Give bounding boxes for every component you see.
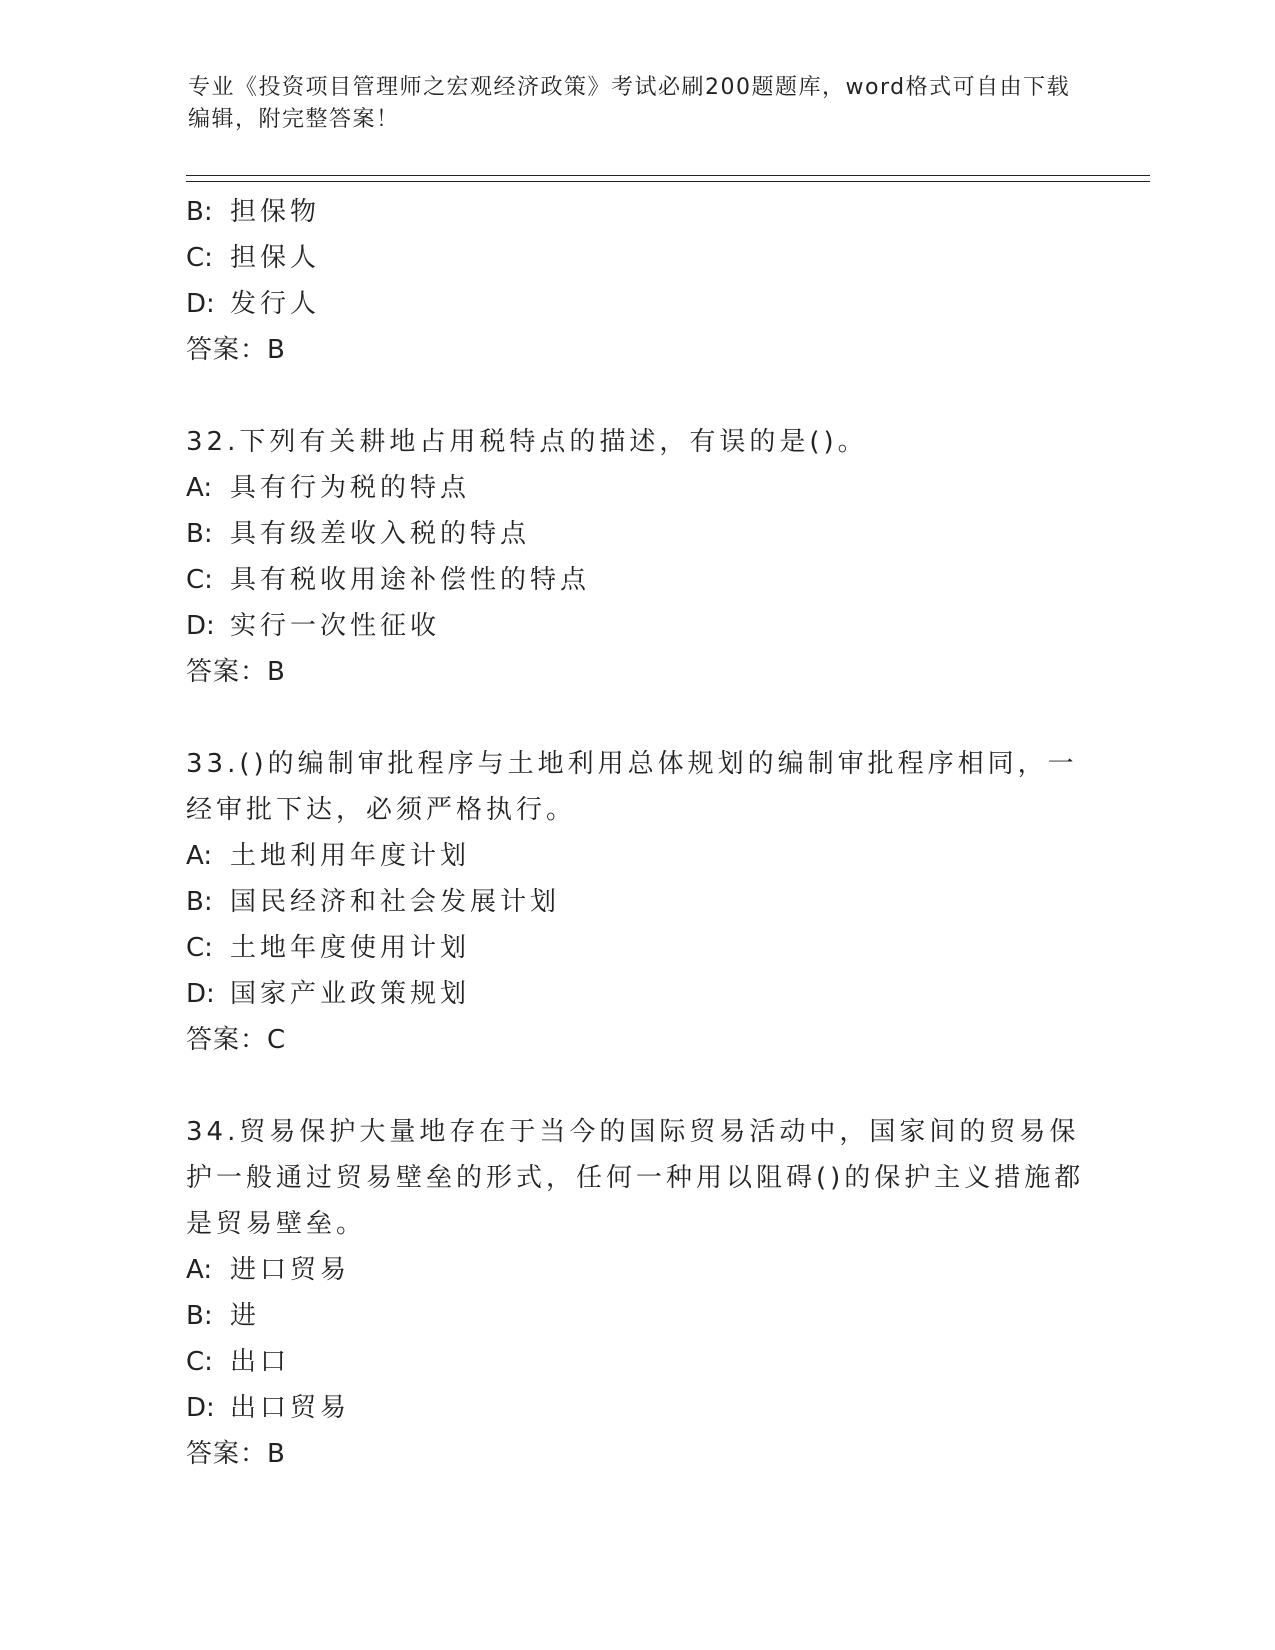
question-stem: 33.()的编制审批程序与土地利用总体规划的编制审批程序相同，一经审批下达，必须严格执行。 [186, 749, 1078, 825]
option-c: C: 具有税收用途补偿性的特点 [186, 565, 591, 595]
option-a: A: 进口贸易 [186, 1255, 351, 1285]
question-stem: 34.贸易保护大量地存在于当今的国际贸易活动中，国家间的贸易保护一般通过贸易壁垒的形式，任何一种用以阻碍()的保护主义措施都是贸易壁垒。 [186, 1117, 1085, 1239]
answer-line: 答案：B [186, 657, 286, 687]
answer-line: 答案：B [186, 1439, 286, 1469]
option-d: D: 发行人 [186, 289, 321, 319]
option-a: A: 具有行为税的特点 [186, 473, 471, 503]
option-d: D: 出口贸易 [186, 1393, 351, 1423]
question-list [186, 189, 1086, 1477]
document-header: 专业《投资项目管理师之宏观经济政策》考试必刷200题题库，word格式可自由下载编辑，附完整答案！ [188, 75, 1071, 132]
answer-line: 答案：B [186, 335, 286, 365]
option-b: B: 进 [186, 1301, 261, 1331]
answer-line: 答案：C [186, 1025, 287, 1055]
option-d: D: 实行一次性征收 [186, 611, 441, 641]
option-d: D: 国家产业政策规划 [186, 979, 471, 1009]
option-c: C: 土地年度使用计划 [186, 933, 471, 963]
header-rule-top [186, 175, 1150, 176]
option-b: B: 国民经济和社会发展计划 [186, 887, 561, 917]
question-stem: 32.下列有关耕地占用税特点的描述，有误的是()。 [186, 427, 868, 457]
option-b: B: 担保物 [186, 197, 321, 227]
header-rule-bottom [186, 181, 1150, 182]
option-a: A: 土地利用年度计划 [186, 841, 471, 871]
option-b: B: 具有级差收入税的特点 [186, 519, 531, 549]
option-c: C: 出口 [186, 1347, 291, 1377]
option-c: C: 担保人 [186, 243, 321, 273]
